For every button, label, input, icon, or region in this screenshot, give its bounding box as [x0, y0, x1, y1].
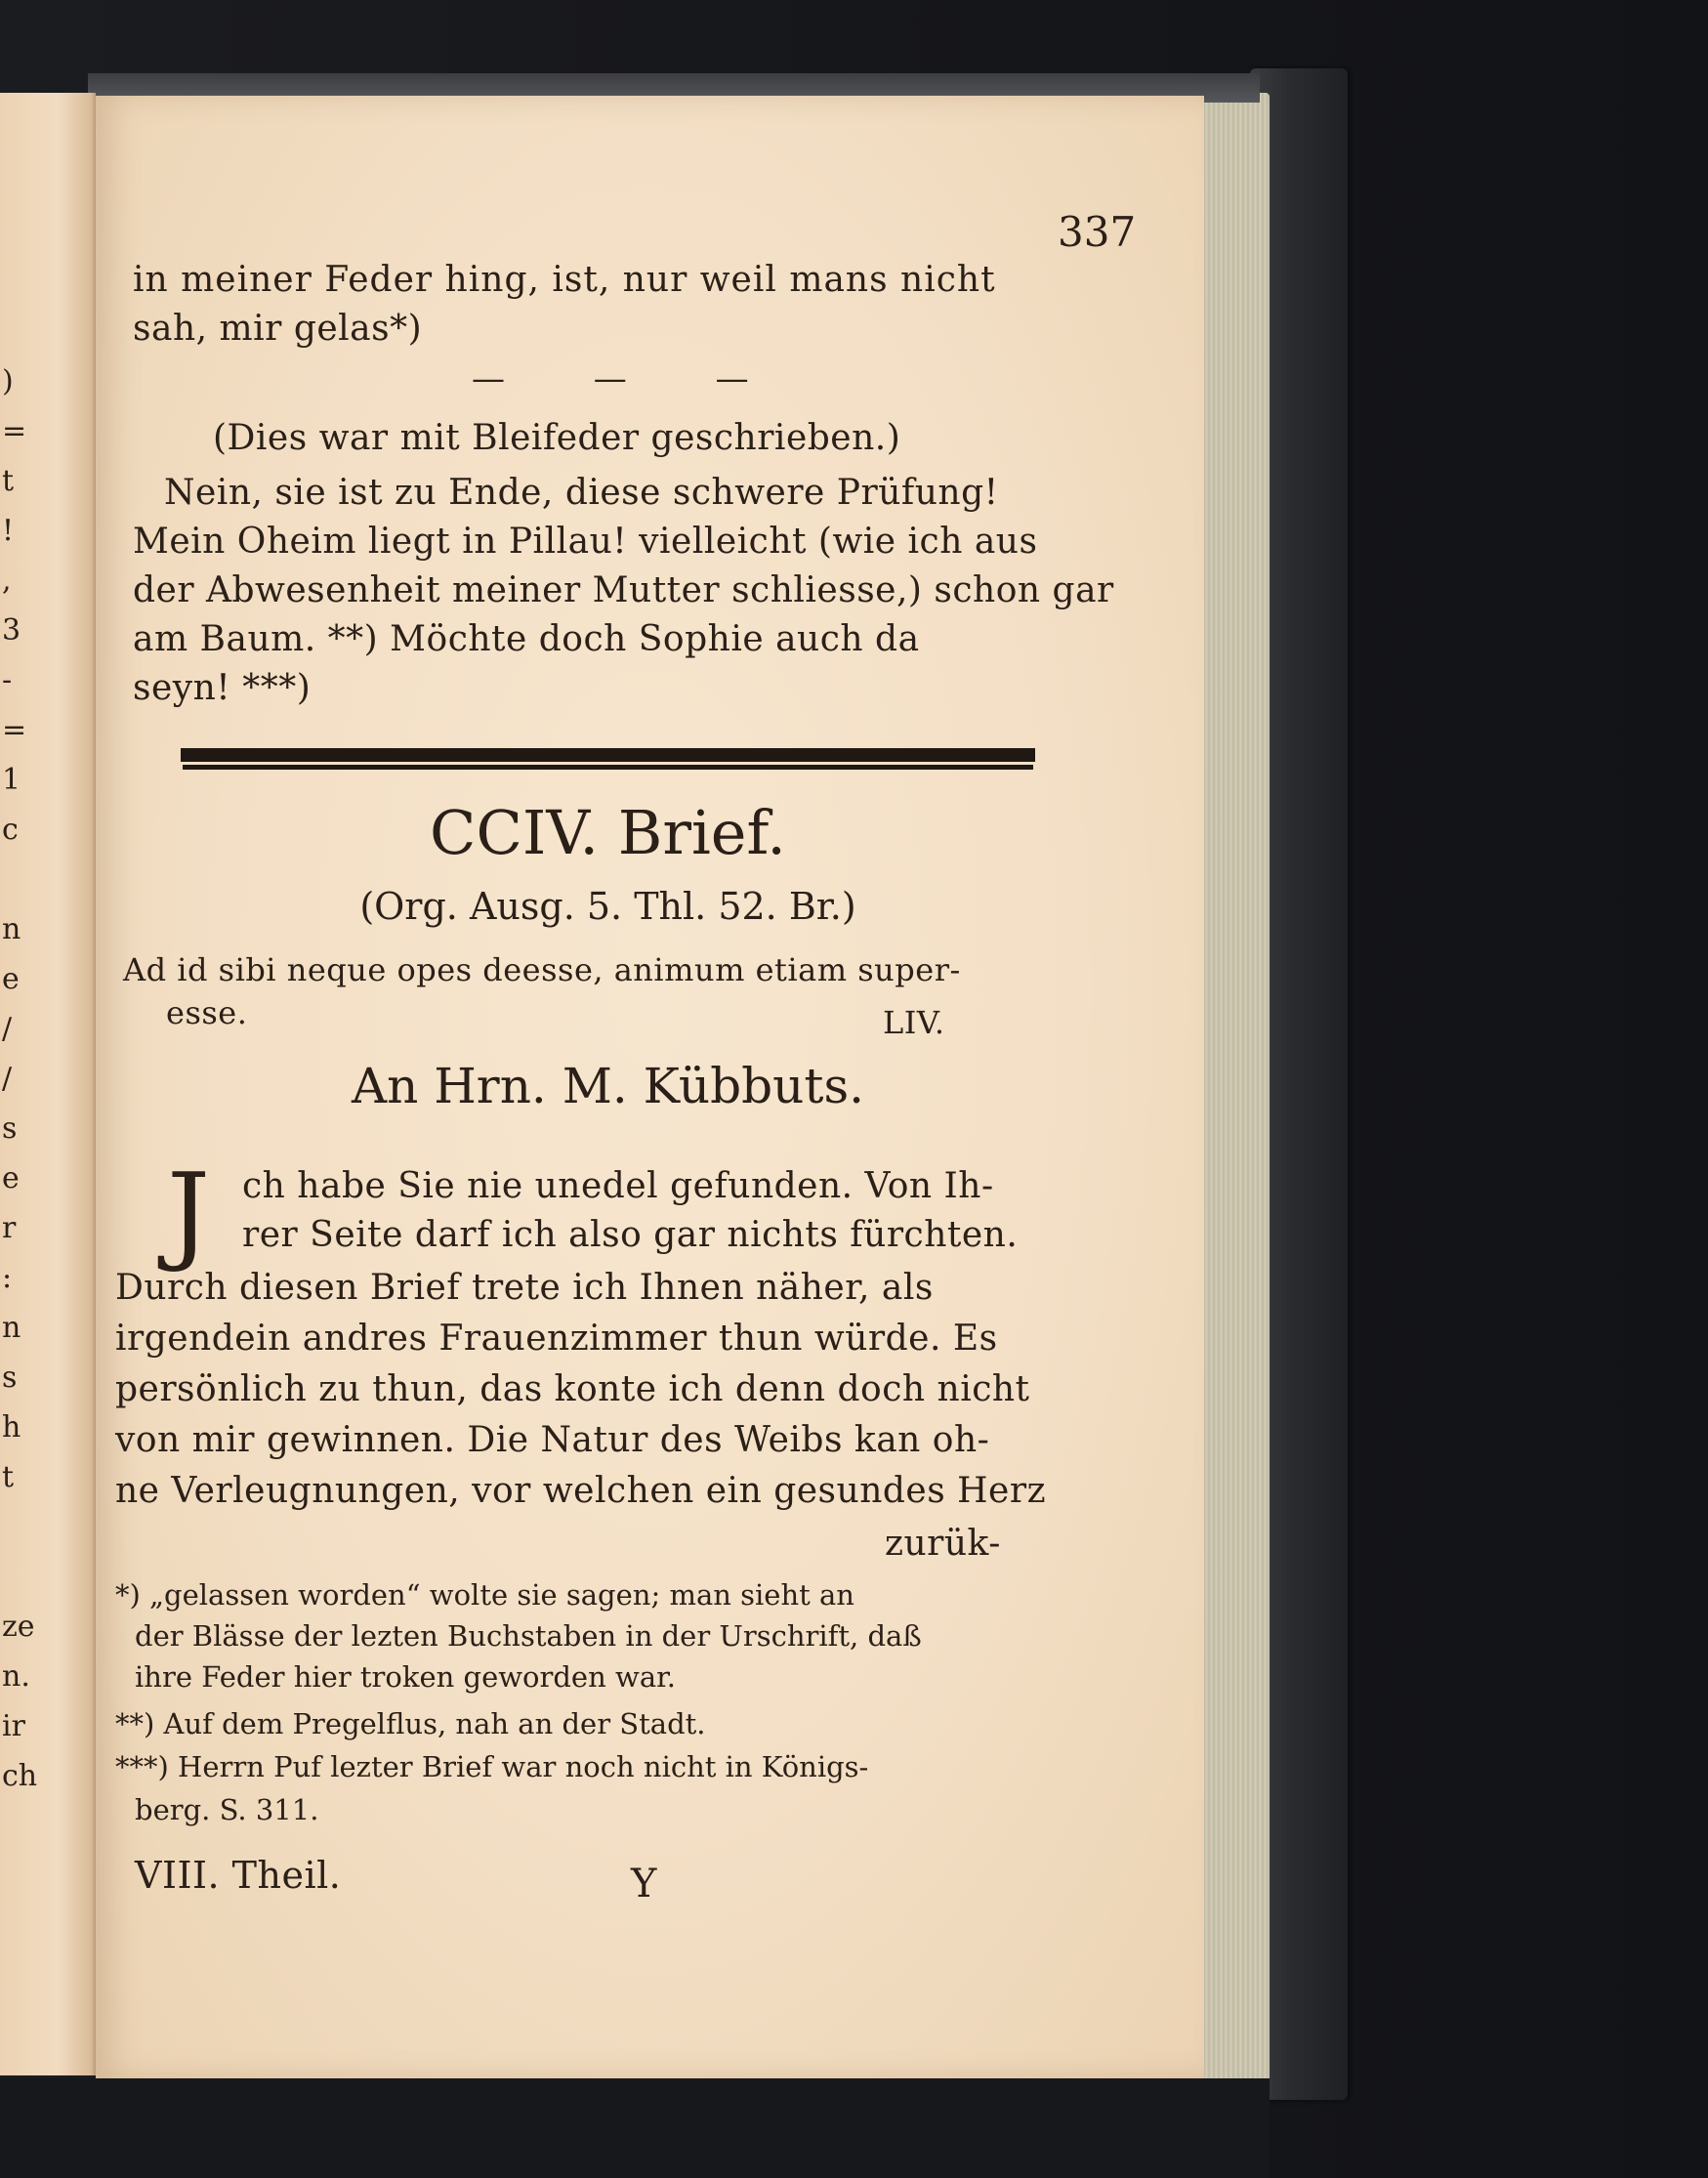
left-page-fragment: ch [2, 1759, 38, 1793]
left-page-fragment: ) [2, 364, 14, 398]
left-page-fragment: t [2, 464, 15, 498]
left-page-fragment: ze [2, 1610, 35, 1644]
footnote-line: *) „gelassen worden“ wolte sie sagen; man sieht an [115, 1578, 854, 1612]
page-edges [1196, 93, 1270, 2105]
signature-mark: VIII. Theil. [135, 1854, 342, 1897]
left-page-fragment: c [2, 813, 19, 847]
body-line: Nein, sie ist zu Ende, diese schwere Prüfung! [164, 473, 999, 513]
left-page-fragment: / [2, 1062, 13, 1096]
left-page-fragment: n [2, 912, 21, 946]
left-page-fragment: = [2, 414, 27, 448]
left-page-fragment: : [2, 1261, 13, 1295]
drop-cap: J [167, 1150, 211, 1275]
footnote-line: ihre Feder hier troken geworden war. [135, 1660, 677, 1694]
epigraph-line: Ad id sibi neque opes deesse, animum etiam super- [123, 951, 961, 988]
left-page-fragment [2, 1552, 31, 1602]
left-page-fragment: ir [2, 1709, 25, 1743]
epigraph-source: LIV. [883, 1004, 945, 1041]
background-shadow [0, 2078, 1270, 2178]
pencil-note: (Dies war mit Bleifeder geschrieben.) [213, 418, 901, 458]
letter-line: irgendein andres Frauenzimmer thun würde. Es [115, 1319, 998, 1359]
left-facing-page [0, 93, 96, 2075]
footnote-line: ***) Herrn Puf lezter Brief war noch nicht in Königs- [115, 1750, 869, 1783]
page-number: 337 [1058, 208, 1137, 256]
epigraph-line: esse. [166, 994, 248, 1031]
left-page-fragment: s [2, 1361, 18, 1395]
footnote-line: der Blässe der lezten Buchstaben in der Urschrift, daß [135, 1619, 922, 1653]
letter-line: Durch diesen Brief trete ich Ihnen näher, als [115, 1268, 934, 1308]
separator-dashes: — — — [472, 359, 788, 398]
left-page-fragment: 1 [2, 763, 21, 797]
left-page-fragment: e [2, 1161, 20, 1195]
footnote-line: berg. S. 311. [135, 1793, 319, 1826]
catchword: zurük- [885, 1524, 1001, 1564]
letter-title: CCIV. Brief. [430, 797, 786, 868]
letter-line: von mir gewinnen. Die Natur des Weibs kan oh- [115, 1420, 990, 1460]
body-line: Mein Oheim liegt in Pillau! vielleicht (wie ich aus [133, 522, 1038, 562]
left-page-fragment [2, 1502, 31, 1552]
letter-line: ne Verleugnungen, vor welchen ein gesundes Herz [115, 1471, 1047, 1511]
left-page-fragment: e [2, 962, 20, 996]
letter-line: persönlich zu thun, das konte ich denn doch nicht [115, 1369, 1030, 1409]
right-page [96, 96, 1204, 2078]
body-line: sah, mir gelas*) [133, 309, 423, 349]
left-page-fragment: h [2, 1410, 21, 1445]
body-line: in meiner Feder hing, ist, nur weil mans nicht [133, 260, 996, 300]
left-page-fragment: / [2, 1012, 13, 1046]
left-page-fragment: n. [2, 1659, 30, 1694]
body-line: am Baum. **) Möchte doch Sophie auch da [133, 619, 920, 659]
addressee: An Hrn. M. Kübbuts. [352, 1058, 864, 1114]
left-page-fragment: s [2, 1111, 18, 1146]
edition-note: (Org. Ausg. 5. Thl. 52. Br.) [359, 885, 856, 928]
left-page-fragment: 3 [2, 613, 21, 648]
left-page-fragments [2, 356, 38, 1801]
body-line: seyn! ***) [133, 668, 312, 708]
left-page-fragment: , [2, 564, 12, 598]
letter-line: ch habe Sie nie unedel gefunden. Von Ih- [242, 1166, 994, 1206]
gathering-mark: Y [631, 1862, 657, 1906]
footnote-line: **) Auf dem Pregelflus, nah an der Stadt. [115, 1707, 706, 1740]
left-page-fragment: r [2, 1211, 17, 1245]
section-rule [181, 748, 1035, 765]
left-page-fragment: n [2, 1311, 21, 1345]
left-page-fragment: = [2, 713, 27, 747]
letter-line: rer Seite darf ich also gar nichts fürchten. [242, 1215, 1019, 1255]
left-page-fragment: t [2, 1460, 15, 1494]
body-line: der Abwesenheit meiner Mutter schliesse,) schon gar [133, 570, 1114, 610]
left-page-fragment [2, 855, 31, 904]
left-page-fragment: ! [2, 514, 15, 548]
left-page-fragment: - [2, 663, 13, 697]
